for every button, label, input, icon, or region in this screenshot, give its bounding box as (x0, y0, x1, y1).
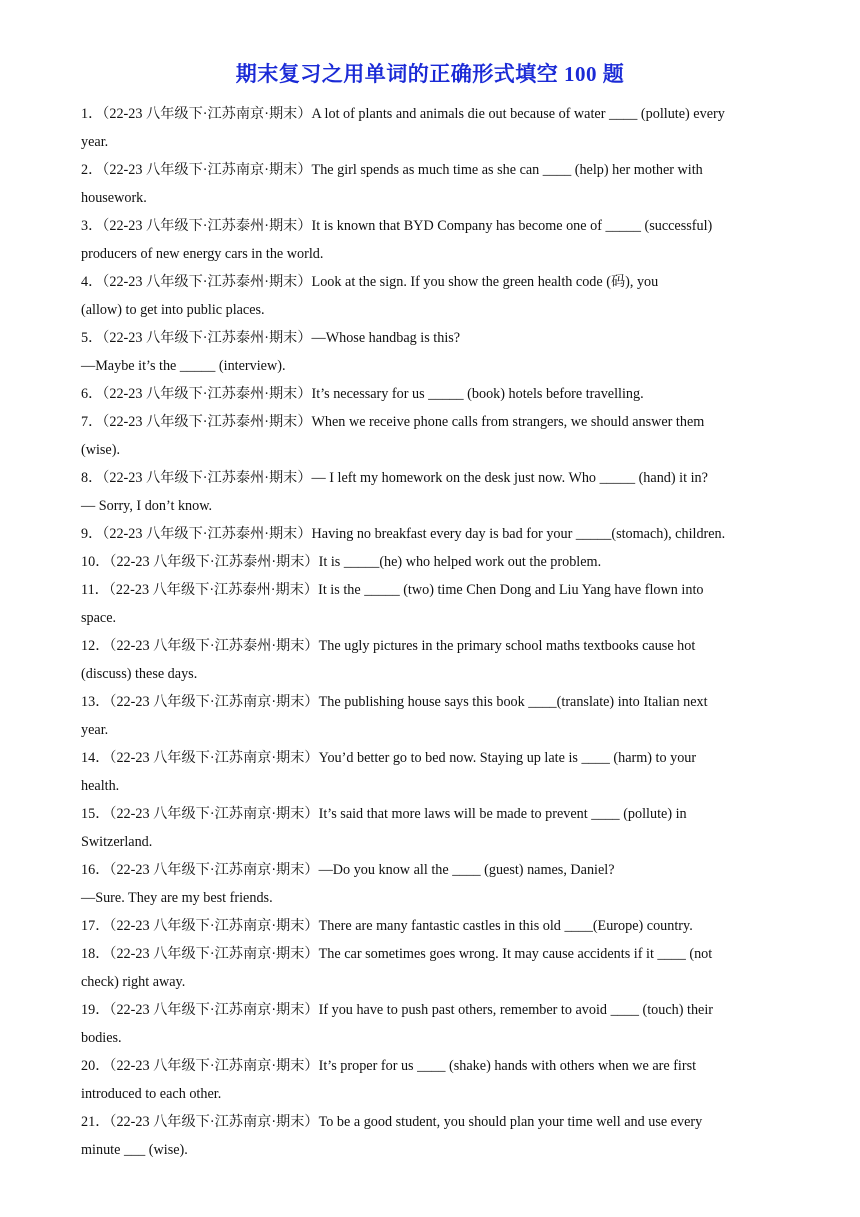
question-text: 7．（22-23 八年级下·江苏泰州·期末）When we receive phone calls from strangers, we should answer them (81, 414, 705, 430)
question-item (81, 856, 781, 912)
question-continuation: bodies. (81, 1030, 122, 1046)
page-title: 期末复习之用单词的正确形式填空 100 题 (235, 62, 625, 86)
question-text: 15．（22-23 八年级下·江苏南京·期末）It’s said that more laws will be made to prevent ____ (pollute) in (81, 806, 687, 822)
question-item (81, 800, 781, 856)
question-continuation: housework. (81, 190, 147, 206)
question-continuation: producers of new energy cars in the world. (81, 246, 324, 262)
question-item (81, 1052, 781, 1108)
question-continuation: year. (81, 134, 109, 150)
question-continuation: —Sure. They are my best friends. (81, 890, 273, 906)
question-text: 5．（22-23 八年级下·江苏泰州·期末）—Whose handbag is this? (81, 330, 461, 346)
question-continuation: (allow) to get into public places. (81, 302, 265, 318)
question-item (81, 576, 781, 632)
question-item (81, 996, 781, 1052)
question-item (81, 408, 781, 464)
question-item (81, 212, 781, 268)
question-text: 18．（22-23 八年级下·江苏南京·期末）The car sometimes goes wrong. It may cause accidents if it ____ (not (81, 946, 713, 962)
question-continuation: — Sorry, I don’t know. (81, 498, 213, 514)
question-text: 4．（22-23 八年级下·江苏泰州·期末）Look at the sign. If you show the green health code (码), you (81, 274, 659, 290)
question-item (81, 744, 781, 800)
question-text: 14．（22-23 八年级下·江苏南京·期末）You’d better go to bed now. Staying up late is ____ (harm) to your (81, 750, 697, 766)
question-continuation: space. (81, 610, 117, 626)
question-continuation: Switzerland. (81, 834, 153, 850)
question-continuation: check) right away. (81, 974, 186, 990)
question-continuation: introduced to each other. (81, 1086, 222, 1102)
question-item (81, 464, 781, 520)
question-item (81, 268, 781, 324)
question-continuation: (wise). (81, 442, 121, 458)
question-item (81, 912, 781, 940)
question-text: 13．（22-23 八年级下·江苏南京·期末）The publishing house says this book ____(translate) into Italian next (81, 694, 708, 710)
question-item (81, 100, 781, 156)
question-text: 2．（22-23 八年级下·江苏南京·期末）The girl spends as much time as she can ____ (help) her mother with (81, 162, 703, 178)
question-item (81, 156, 781, 212)
question-list (81, 100, 781, 1164)
question-item (81, 940, 781, 996)
question-item (81, 688, 781, 744)
question-text: 6．（22-23 八年级下·江苏泰州·期末）It’s necessary for us _____ (book) hotels before travelling. (81, 386, 644, 402)
question-text: 9．（22-23 八年级下·江苏泰州·期末）Having no breakfast every day is bad for your _____(stomach), children. (81, 526, 726, 542)
question-text: 11．（22-23 八年级下·江苏泰州·期末）It is the _____ (two) time Chen Dong and Liu Yang have flown into (81, 582, 704, 598)
question-text: 16．（22-23 八年级下·江苏南京·期末）—Do you know all the ____ (guest) names, Daniel? (81, 862, 615, 878)
question-continuation: health. (81, 778, 120, 794)
question-text: 10．（22-23 八年级下·江苏泰州·期末）It is _____(he) who helped work out the problem. (81, 554, 602, 570)
question-text: 3．（22-23 八年级下·江苏泰州·期末）It is known that BYD Company has become one of _____ (successful) (81, 218, 713, 234)
question-continuation: (discuss) these days. (81, 666, 198, 682)
question-text: 19．（22-23 八年级下·江苏南京·期末）If you have to push past others, remember to avoid ____ (touch) their (81, 1002, 714, 1018)
question-item (81, 324, 781, 380)
question-text: 1．（22-23 八年级下·江苏南京·期末）A lot of plants and animals die out because of water ____ (pollute) every (81, 106, 725, 122)
question-continuation: —Maybe it’s the _____ (interview). (81, 358, 286, 374)
question-item (81, 380, 781, 408)
question-item (81, 520, 781, 548)
question-text: 21．（22-23 八年级下·江苏南京·期末）To be a good student, you should plan your time well and use every (81, 1114, 703, 1130)
question-continuation: year. (81, 722, 109, 738)
question-continuation: minute ___ (wise). (81, 1142, 188, 1158)
question-text: 20．（22-23 八年级下·江苏南京·期末）It’s proper for us ____ (shake) hands with others when we are first (81, 1058, 697, 1074)
question-item (81, 632, 781, 688)
question-item (81, 548, 781, 576)
question-item (81, 1108, 781, 1164)
question-text: 12．（22-23 八年级下·江苏泰州·期末）The ugly pictures in the primary school maths textbooks cause hot (81, 638, 696, 654)
question-text: 17．（22-23 八年级下·江苏南京·期末）There are many fantastic castles in this old ____(Europe) country. (81, 918, 693, 934)
question-text: 8．（22-23 八年级下·江苏泰州·期末）— I left my homework on the desk just now. Who _____ (hand) it in? (81, 470, 708, 486)
